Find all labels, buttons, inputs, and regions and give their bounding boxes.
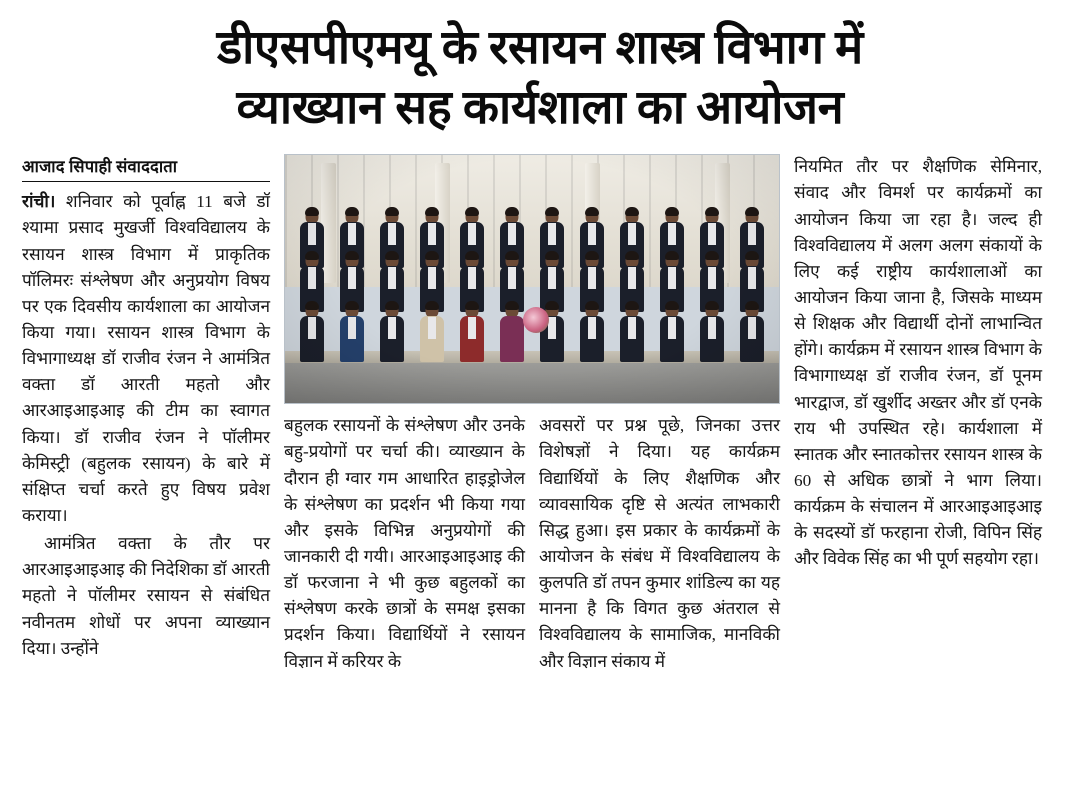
column-middle-left (284, 413, 525, 676)
page-title (22, 18, 1058, 138)
column-middle (284, 154, 780, 754)
article-body (22, 154, 1058, 754)
paragraph-middle-left-1: बहुलक रसायनों के संश्लेषण और उनके बहु-प्रयोगों पर चर्चा की। व्याख्यान के दौरान ही ग्वार गम आधारित हाइड्रोजेल के संश्लेषण का प्रदर्शन भी किया गया और इसके विभिन्न अनुप्रयोगों की जानकारी दी गयी। आरआइआइआइ की डॉ फरजाना ने भी कुछ बहुलकों का संश्लेषण करके छात्रों के समक्ष इसका प्रदर्शन किया। विद्यार्थियों ने रसायन विज्ञान में करियर के (284, 416, 525, 671)
photo-wrap (284, 154, 780, 404)
column-left (22, 154, 270, 754)
photo-vignette (285, 155, 779, 403)
middle-text-columns (284, 413, 780, 676)
headline-line-2: व्याख्यान सह कार्यशाला का आयोजन (236, 82, 844, 135)
paragraph-right-1: नियमित तौर पर शैक्षणिक सेमिनार, संवाद और विमर्श पर कार्यक्रमों का आयोजन किया जा रहा है। जल्द ही विश्वविद्यालय में अलग अलग संकायों के लिए कई राष्ट्रीय कार्यशालाओं का आयोजन किया जाना है, जिसके माध्यम से शिक्षक और विद्यार्थी दोनों लाभान्वित होंगे। कार्यक्रम में रसायन शास्त्र विभाग के विभागाध्यक्ष डॉ राजीव रंजन, डॉ पूनम भारद्वाज, डॉ खुर्शीद अख्तर और डॉ एनके राय भी उपस्थित रहे। कार्यशाला में स्नातक और स्नातकोत्तर रसायन शास्त्र के 60 से अधिक छात्रों ने भाग लिया। कार्यक्रम के संचालन में आरआइआइआइ के सदस्यों डॉ फरहाना रोजी, विपिन सिंह और विवेक सिंह का भी पूर्ण सहयोग रहा। (794, 157, 1042, 569)
group-photo (284, 154, 780, 404)
paragraph-middle-right-1: अवसरों पर प्रश्न पूछे, जिनका उत्तर विशेषज्ञों ने दिया। यह कार्यक्रम विद्यार्थियों के लिए शैक्षणिक और व्यावसायिक दृष्टि से अत्यंत लाभकारी सिद्ध हुआ। इस प्रकार के कार्यक्रमों के आयोजन के संबंध में विश्वविद्यालय के कुलपति डॉ तपन कुमार शांडिल्य का यह मानना है कि विगत कुछ अंतराल से विश्वविद्यालय के सामाजिक, मानविकी और विज्ञान संकाय में (539, 416, 780, 671)
paragraph-left-1-text: शनिवार को पूर्वाह्न 11 बजे डॉ श्यामा प्रसाद मुखर्जी विश्वविद्यालय के रसायन शास्त्र विभाग में प्राकृतिक पॉलिमरः संश्लेषण और अनुप्रयोग विषय पर एक दिवसीय कार्यशाला का आयोजन किया गया। रसायन शास्त्र विभाग के विभागाध्यक्ष डॉ राजीव रंजन ने आमंत्रित वक्ता डॉ आरती महतो और आरआइआइआइ की टीम का स्वागत किया। डॉ राजीव रंजन ने पॉलीमर केमिस्ट्री (बहुलक रसायन) के बारे में संक्षिप्त चर्चा करते हुए विषय प्रवेश कराया। (22, 192, 270, 525)
paragraph-left-1 (22, 189, 270, 529)
column-middle-right (539, 413, 780, 676)
byline: आजाद सिपाही संवाददाता (22, 154, 270, 182)
headline-line-1: डीएसपीएमयू के रसायन शास्त्र विभाग में (217, 22, 863, 74)
paragraph-left-2: आमंत्रित वक्ता के तौर पर आरआइआइआइ की निदेशिका डॉ आरती महतो ने पॉलीमर रसायन से संबंधित नवीनतम शोधों पर अपना व्याख्यान दिया। उन्होंने (22, 534, 270, 658)
dateline: रांची। (22, 192, 66, 212)
column-right (794, 154, 1042, 754)
